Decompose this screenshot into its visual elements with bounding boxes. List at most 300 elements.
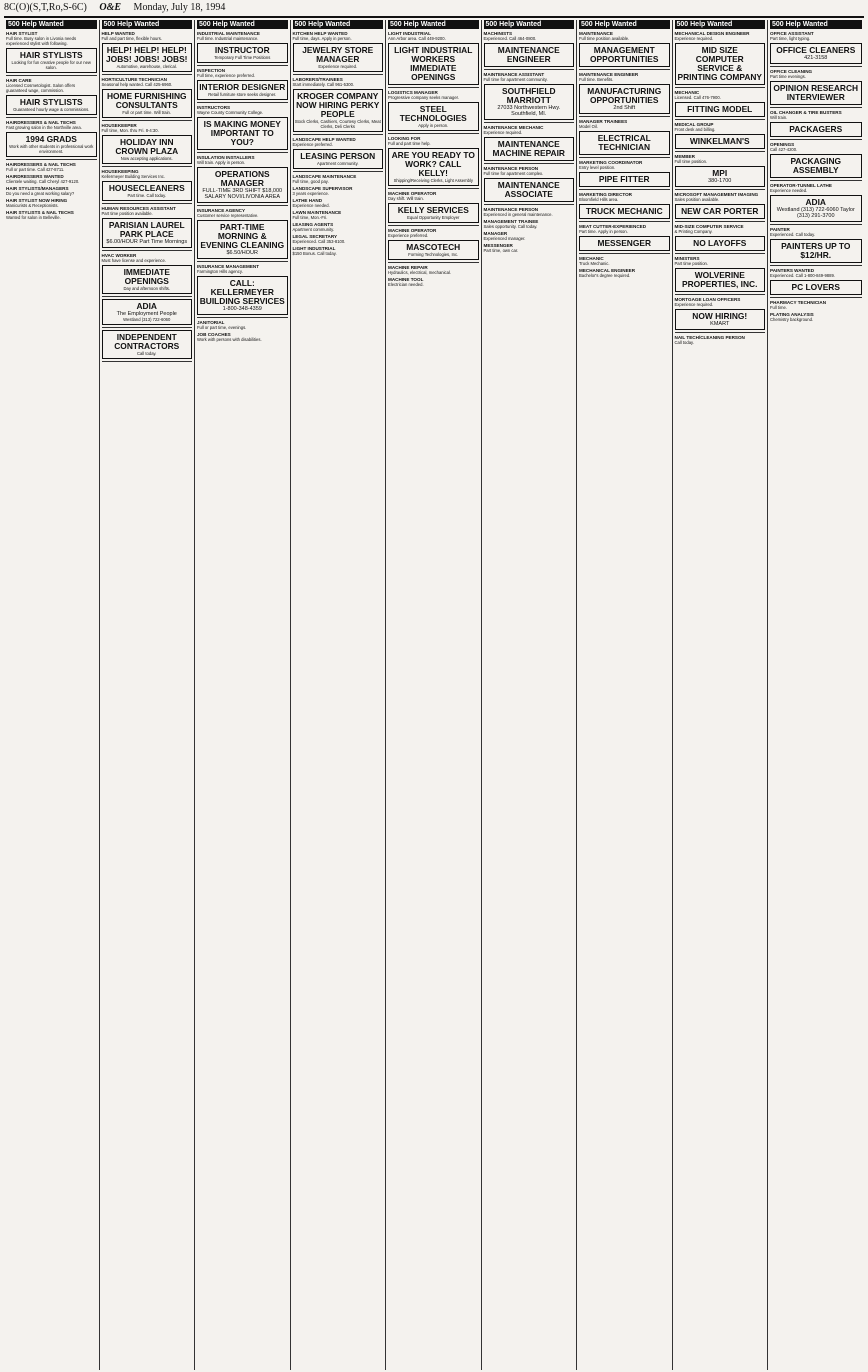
classified-listing [6,78,97,93]
listing-title: LEGAL SECRETARY [292,234,338,239]
section-code: 8C(O)(S,T,Ro,S-6C) [4,2,87,13]
listing-body: Full time, days. Apply in person. [292,36,352,41]
listing-title: HAIR STYLIST NOW HIRING [6,198,68,203]
ad-headline: INDEPENDENT CONTRACTORS [114,332,180,351]
classified-listing [579,160,670,170]
listing-title: PHARMACY TECHNICIAN [770,300,827,305]
listing-body: 3 years experience. [292,191,330,196]
classified-listing [293,174,384,184]
listing-body: Wanted for salon in Belleville. [6,215,61,220]
classified-column [673,20,769,1370]
display-ad [388,148,479,186]
classified-listing [6,120,97,130]
listing-body: Call 427-4200. [770,147,798,152]
listing-title: INDUSTRIAL MAINTENANCE [197,31,260,36]
listing-title: HAIRDRESSERS & NAIL TECHS [6,162,76,167]
classified-listing [197,264,288,274]
listing-title: HELP WANTED [101,31,135,36]
ad-headline: MAINTENANCE ASSOCIATE [497,180,560,199]
listing-body: Full time. Busy salon in Livonia needs experienced stylist with following. [6,36,77,46]
listing-body: Kellermeyer Building Services Inc. [101,174,166,179]
ad-headline: TRUCK MECHANIC [585,206,663,216]
listing-title: MACHINE OPERATOR [388,191,437,196]
classified-listing [388,191,479,201]
display-ad [484,84,575,120]
column-heading: 500 Help Wanted [293,20,384,29]
listing-title: MARKETING DIRECTOR [579,192,632,197]
listing-title: LOGISTICS MANAGER [388,90,438,95]
listing-title: LAWN MAINTENANCE [292,210,342,215]
listing-body: Full time, Mon.-Fri. [292,215,328,220]
ad-divider [388,188,479,189]
listing-title: MAINTENANCE ENGINEER [579,72,639,77]
listing-title: HORTICULTURE TECHNICIAN [101,77,167,82]
listing-title: MARKETING COORDINATOR [579,160,643,165]
classified-column [386,20,482,1370]
display-ad [102,265,193,294]
listing-body: Experience preferred. [292,142,333,147]
ad-divider [197,102,288,103]
listing-title: INSURANCE AGENCY [197,208,246,213]
classified-listing [6,210,97,220]
listing-body: Full time, good pay. [292,179,329,184]
listing-title: MANAGER [483,231,508,236]
ad-divider [770,265,862,266]
classified-listing [102,206,193,216]
masthead-brand: O&E [99,2,122,13]
listing-body: Full time. [770,305,787,310]
display-ad [770,43,862,64]
ad-headline: HAIR STYLISTS [19,50,83,60]
ad-divider [102,361,193,362]
classified-listing [388,277,479,287]
listing-title: OPERATOR-TUNNEL LATHE [770,183,832,188]
classified-column [482,20,578,1370]
classified-listing [6,198,97,208]
display-ad [579,43,670,67]
classified-listing [770,142,862,152]
listing-title: HAIR STYLISTS/MANAGERS [6,186,69,191]
listing-title: MANAGEMENT TRAINEE [483,219,539,224]
ad-divider [293,134,384,135]
listing-body: Experienced. Call today. [770,232,816,237]
listing-body: Experienced manager. [483,236,526,241]
listing-body: Full time position. [674,159,708,164]
ad-divider [770,107,862,108]
listing-title: LIGHT INDUSTRIAL [388,31,431,36]
listing-body: Will train. [770,115,788,120]
display-ad [675,236,766,251]
ad-divider [675,332,766,333]
ad-divider [675,87,766,88]
listing-body: Day shift. Will train. [388,196,424,201]
ad-headline: NO LAYOFFS [693,238,747,248]
ad-headline: HOME FURNISHING CONSULTANTS [106,91,187,110]
listing-body: Part time position. [674,261,709,266]
listing-body: Experienced in general maintenance. [483,212,553,217]
ad-headline: SOUTHFIELD MARRIOTT [501,86,556,105]
ad-divider [102,296,193,297]
listing-title: LOOKING FOR [388,136,421,141]
display-ad [484,178,575,202]
classified-listing [770,268,862,278]
ad-divider [197,317,288,318]
column-heading: 500 Help Wanted [197,20,288,29]
ad-subhead: KMART [710,321,730,327]
listing-title: MAINTENANCE MECHANIC [483,125,544,130]
ad-body: Work with other students in professional work environment. [9,144,94,154]
ad-divider [770,180,862,181]
ad-body: Temporary Full Time Positions [214,55,271,60]
classified-listing [6,174,97,184]
listing-body: Hydraulics, electrical, mechanical. [388,270,452,275]
classified-listing [675,256,766,266]
ad-headline: LEASING PERSON [300,151,376,161]
classified-listing [484,31,575,41]
listing-title: HAIR STYLIST [6,31,38,36]
display-ad [197,43,288,63]
listing-title: KITCHEN HELP WANTED [292,31,348,36]
ad-headline: JEWELRY STORE MANAGER [302,45,374,64]
listing-body: Experience required. [674,302,714,307]
classified-listing [197,155,288,165]
listing-title: MACHINE TOOL [388,277,424,282]
classified-listing [770,69,862,79]
listing-title: JANITORIAL [197,320,225,325]
ad-headline: OFFICE CLEANERS [776,45,856,55]
listing-body: Experience needed. [770,188,808,193]
display-ad [579,84,670,114]
display-ad [388,203,479,223]
ad-headline: ADIA [136,301,157,311]
display-ad [579,172,670,187]
classified-listing [6,162,97,172]
ad-divider [675,253,766,254]
listing-title: MORTGAGE LOAN OFFICERS [674,297,741,302]
display-ad [770,122,862,137]
issue-date: Monday, July 18, 1994 [133,2,226,13]
ad-headline: MPI [712,168,728,178]
display-ad [293,149,384,169]
ad-subhead: 27033 Northwestern Hwy. Southfield, MI. [497,105,561,117]
classified-listing [197,208,288,218]
listing-body: Full and part time help. [388,141,431,146]
classified-listing [484,219,575,229]
display-ad [675,134,766,149]
listing-body: Farmington Hills agency. [197,269,243,274]
listing-title: LATHE HAND [292,198,323,203]
display-ad [197,167,288,203]
ad-divider [675,294,766,295]
ad-headline: MANUFACTURING OPPORTUNITIES [587,86,662,105]
ad-body: Equal Opportunity Employer [407,215,460,220]
listing-body: Manicurists & Receptionists. [6,203,59,208]
ad-body: Full or part time. Will train. [122,110,172,115]
listing-title: MECHANIC [579,256,604,261]
listing-body: Progressive company seeks manager. [388,95,459,100]
ad-headline: PACKAGING ASSEMBLY [790,156,842,175]
ad-subhead: Westland (313) 722-6060 Taylor (313) 291-3700 [776,207,855,219]
listing-body: Start immediately. Call 961-5300. [292,82,355,87]
listing-body: Full time, experience preferred. [197,73,255,78]
ad-body: Automotive, warehouse, clerical. [116,64,177,69]
classified-listing [197,31,288,41]
display-ad [6,48,97,73]
listing-body: Full time for apartment community. [483,77,548,82]
ad-divider [388,87,479,88]
classified-listing [484,231,575,241]
ad-headline: HOLIDAY INN CROWN PLAZA [115,137,179,156]
display-ad [197,276,288,315]
ad-divider [579,157,670,158]
classified-listing [770,31,862,41]
listing-title: MACHINE OPERATOR [388,228,437,233]
display-ad [102,299,193,325]
classified-listing [293,222,384,232]
listing-body: Must have license and experience. [101,258,166,263]
classified-listing [293,246,384,256]
listing-title: MICROSOFT MANAGEMENT IMAGING [674,192,759,197]
listing-body: Experience needed. [292,203,330,208]
listing-title: MACHINE REPAIR [388,265,428,270]
ad-body: Part time. Call today. [127,193,167,198]
listing-title: MECHANICAL ENGINEER [579,268,636,273]
classified-listing [388,31,479,41]
classified-listing [675,154,766,164]
listing-title: HAIRDRESSERS WANTED [6,174,64,179]
ad-headline: CALL: KELLERMEYER BUILDING SERVICES [199,278,285,306]
ad-headline: ADIA [805,197,826,207]
classified-listing [484,166,575,176]
listing-body: Clientele waiting. Call Cheryl 427-9120. [6,179,80,184]
ad-subhead: 2nd Shift [613,105,636,111]
classified-listing [293,198,384,208]
display-ad [770,280,862,295]
listing-body: Seasonal help wanted. Call 425-6960. [101,82,173,87]
listing-body: Full time position available. [579,36,630,41]
display-ad [102,89,193,118]
display-ad [102,330,193,359]
column-heading: 500 Help Wanted [102,20,193,29]
listing-title: INSPECTION [197,68,226,73]
display-ad [675,204,766,219]
display-ad [675,309,766,330]
ad-subhead: FULL-TIME 3RD SHIFT $18,000 SALARY NOVI/LIVONIA AREA [202,188,283,200]
classified-listing [770,312,862,322]
listing-body: Call today. [674,340,694,345]
ad-divider [197,205,288,206]
listing-title: HOUSEKEEPING [101,169,139,174]
listing-title: NAIL TECH/CLEANING PERSON [674,335,745,340]
ad-body: Apartment community. [316,161,359,166]
ad-body: Forming Technologies, Inc. [408,252,459,257]
display-ad [197,220,288,259]
display-ad [484,137,575,161]
ad-headline: KROGER COMPANY NOW HIRING PERKY PEOPLE [296,91,380,119]
listing-body: Licensed Cosmetologist. Salon offers guaranteed wage, commission. [6,83,76,93]
ad-headline: ELECTRICAL TECHNICIAN [597,133,651,152]
ad-headline: PART-TIME MORNING & EVENING CLEANING [200,222,285,250]
classified-listing [388,265,479,275]
classified-listing [102,31,193,41]
display-ad [102,43,193,72]
listing-body: Experienced. Call 1-800-849-9889. [770,273,835,278]
ad-divider [579,221,670,222]
listing-title: MANAGER TRAINEES [579,119,628,124]
ad-body: Apply in person. [418,123,449,128]
ad-divider [6,75,97,76]
ad-headline: FITTING MODEL [687,104,753,114]
listing-title: HOUSEKEEPER [101,123,137,128]
ad-divider [102,250,193,251]
ad-headline: IS MAKING MONEY IMPORTANT TO YOU? [203,119,281,147]
classified-listing [6,31,97,46]
ad-body: Looking for fun creative people for our new salon. [11,60,91,70]
classified-listing [770,227,862,237]
listing-body: Experience required. [483,130,523,135]
listing-body: Licensed. Call 476-7900. [674,95,721,100]
ad-body: Guaranteed hourly wage & commissions. [13,107,90,112]
column-heading: 500 Help Wanted [6,20,97,29]
listing-title: HVAC WORKER [101,253,137,258]
classified-column [291,20,387,1370]
listing-body: Experience required. [674,36,714,41]
ad-divider [579,253,670,254]
ad-divider [770,66,862,67]
listing-body: Full and part time, flexible hours. [101,36,163,41]
ad-body: Shipping/Receiving Clerks, Light Assembly [393,178,473,183]
ad-divider [675,119,766,120]
ad-headline: MESSENGER [597,238,652,248]
listing-title: INSULATION INSTALLERS [197,155,255,160]
classified-listing [197,332,288,342]
classified-listing [293,31,384,41]
ad-subhead: The Employment People [116,311,177,317]
column-heading: 500 Help Wanted [675,20,766,29]
column-heading: 500 Help Wanted [484,20,575,29]
listing-body: Experienced. Call 464-0800. [483,36,537,41]
ad-body: Now accepting applications. [120,156,173,161]
listing-title: MEDICAL GROUP [674,122,714,127]
listing-body: Full or part time, evenings. [197,325,247,330]
ad-headline: PARISIAN LAUREL PARK PLACE [108,220,185,239]
ad-divider [770,139,862,140]
classified-column [4,20,100,1370]
listing-title: LANDSCAPE SUPERVISOR [292,186,353,191]
ad-divider [770,224,862,225]
listing-body: Full time, Mon. thru Fri. 8-4:30. [101,128,159,133]
display-ad [484,43,575,67]
ad-headline: NEW CAR PORTER [681,206,759,216]
classified-listing [579,224,670,234]
listing-title: MACHINISTS [483,31,513,36]
classified-columns [4,20,866,1370]
ad-divider [388,133,479,134]
ad-headline: OPINION RESEARCH INTERVIEWER [773,83,859,102]
listing-title: PAINTER [770,227,790,232]
ad-subhead: 1-800-348-4359 [222,306,262,312]
listing-title: MAINTENANCE [579,31,613,36]
display-ad [675,102,766,117]
display-ad [197,80,288,100]
ad-divider [6,117,97,118]
ad-divider [770,297,862,298]
listing-body: Fast growing salon in the Northville area. [6,125,82,130]
classified-listing [102,253,193,263]
listing-title: MAINTENANCE ASSISTANT [483,72,545,77]
listing-body: Do you need a great working salary? [6,191,75,196]
column-heading: 500 Help Wanted [388,20,479,29]
ad-divider [675,151,766,152]
classified-listing [293,234,384,244]
listing-body: Bachelor's degree required. [579,273,631,278]
ad-headline: PACKAGERS [789,124,843,134]
display-ad [675,43,766,85]
display-ad [388,240,479,260]
listing-body: Part time evenings. [770,74,806,79]
classified-listing [293,137,384,147]
classified-listing [675,90,766,100]
ad-subhead: $6.00/HOUR Part Time Mornings [106,239,188,245]
classified-listing [102,169,193,179]
listing-body: Will train. Apply in person. [197,160,246,165]
listing-title: MINISTERS [674,256,700,261]
classified-column [577,20,673,1370]
display-ad [579,236,670,251]
display-ad [6,95,97,115]
ad-divider [484,163,575,164]
listing-body: Bloomfield Hills area. [579,197,619,202]
listing-title: LANDSCAPE HELP WANTED [292,137,356,142]
listing-body: Sales position available. [674,197,720,202]
listing-title: MAINTENANCE PERSON [483,207,539,212]
listing-title: INSTRUCTORS [197,105,231,110]
ad-headline: NOW HIRING! [692,311,748,321]
listing-title: OIL CHANGER & TIRE BUSTERS [770,110,842,115]
listing-title: HAIR CARE [6,78,32,83]
ad-divider [102,74,193,75]
ad-divider [6,159,97,160]
display-ad [770,81,862,105]
classified-column [768,20,864,1370]
classified-listing [484,243,575,253]
classified-listing [484,125,575,135]
listing-title: OFFICE ASSISTANT [770,31,814,36]
listing-title: LANDSCAPE MAINTENANCE [292,174,357,179]
listing-body: Experience preferred. [388,233,429,238]
ad-divider [579,116,670,117]
ad-headline: MID SIZE COMPUTER SERVICE & PRINTING COMPANY [677,45,763,82]
display-ad [388,43,479,85]
listing-body: Full or part time. Call 427-8711. [6,167,65,172]
classified-column [195,20,291,1370]
ad-headline: PIPE FITTER [598,174,650,184]
classified-listing [484,207,575,217]
ad-headline: LIGHT INDUSTRIAL WORKERS IMMEDIATE OPENINGS [394,45,473,82]
listing-title: PLATING ANALYSIS [770,312,814,317]
listing-body: Apartment community. [292,227,335,232]
listing-body: Work with persons with disabilities. [197,337,262,342]
listing-body: Sales opportunity. Call today. [483,224,538,229]
display-ad [197,117,288,150]
ad-subhead: 380-1700 [708,178,732,184]
display-ad [770,239,862,263]
listing-body: Truck Mechanic. [579,261,610,266]
classified-listing [388,136,479,146]
ad-divider [102,327,193,328]
display-ad [293,89,384,132]
ad-divider [197,261,288,262]
